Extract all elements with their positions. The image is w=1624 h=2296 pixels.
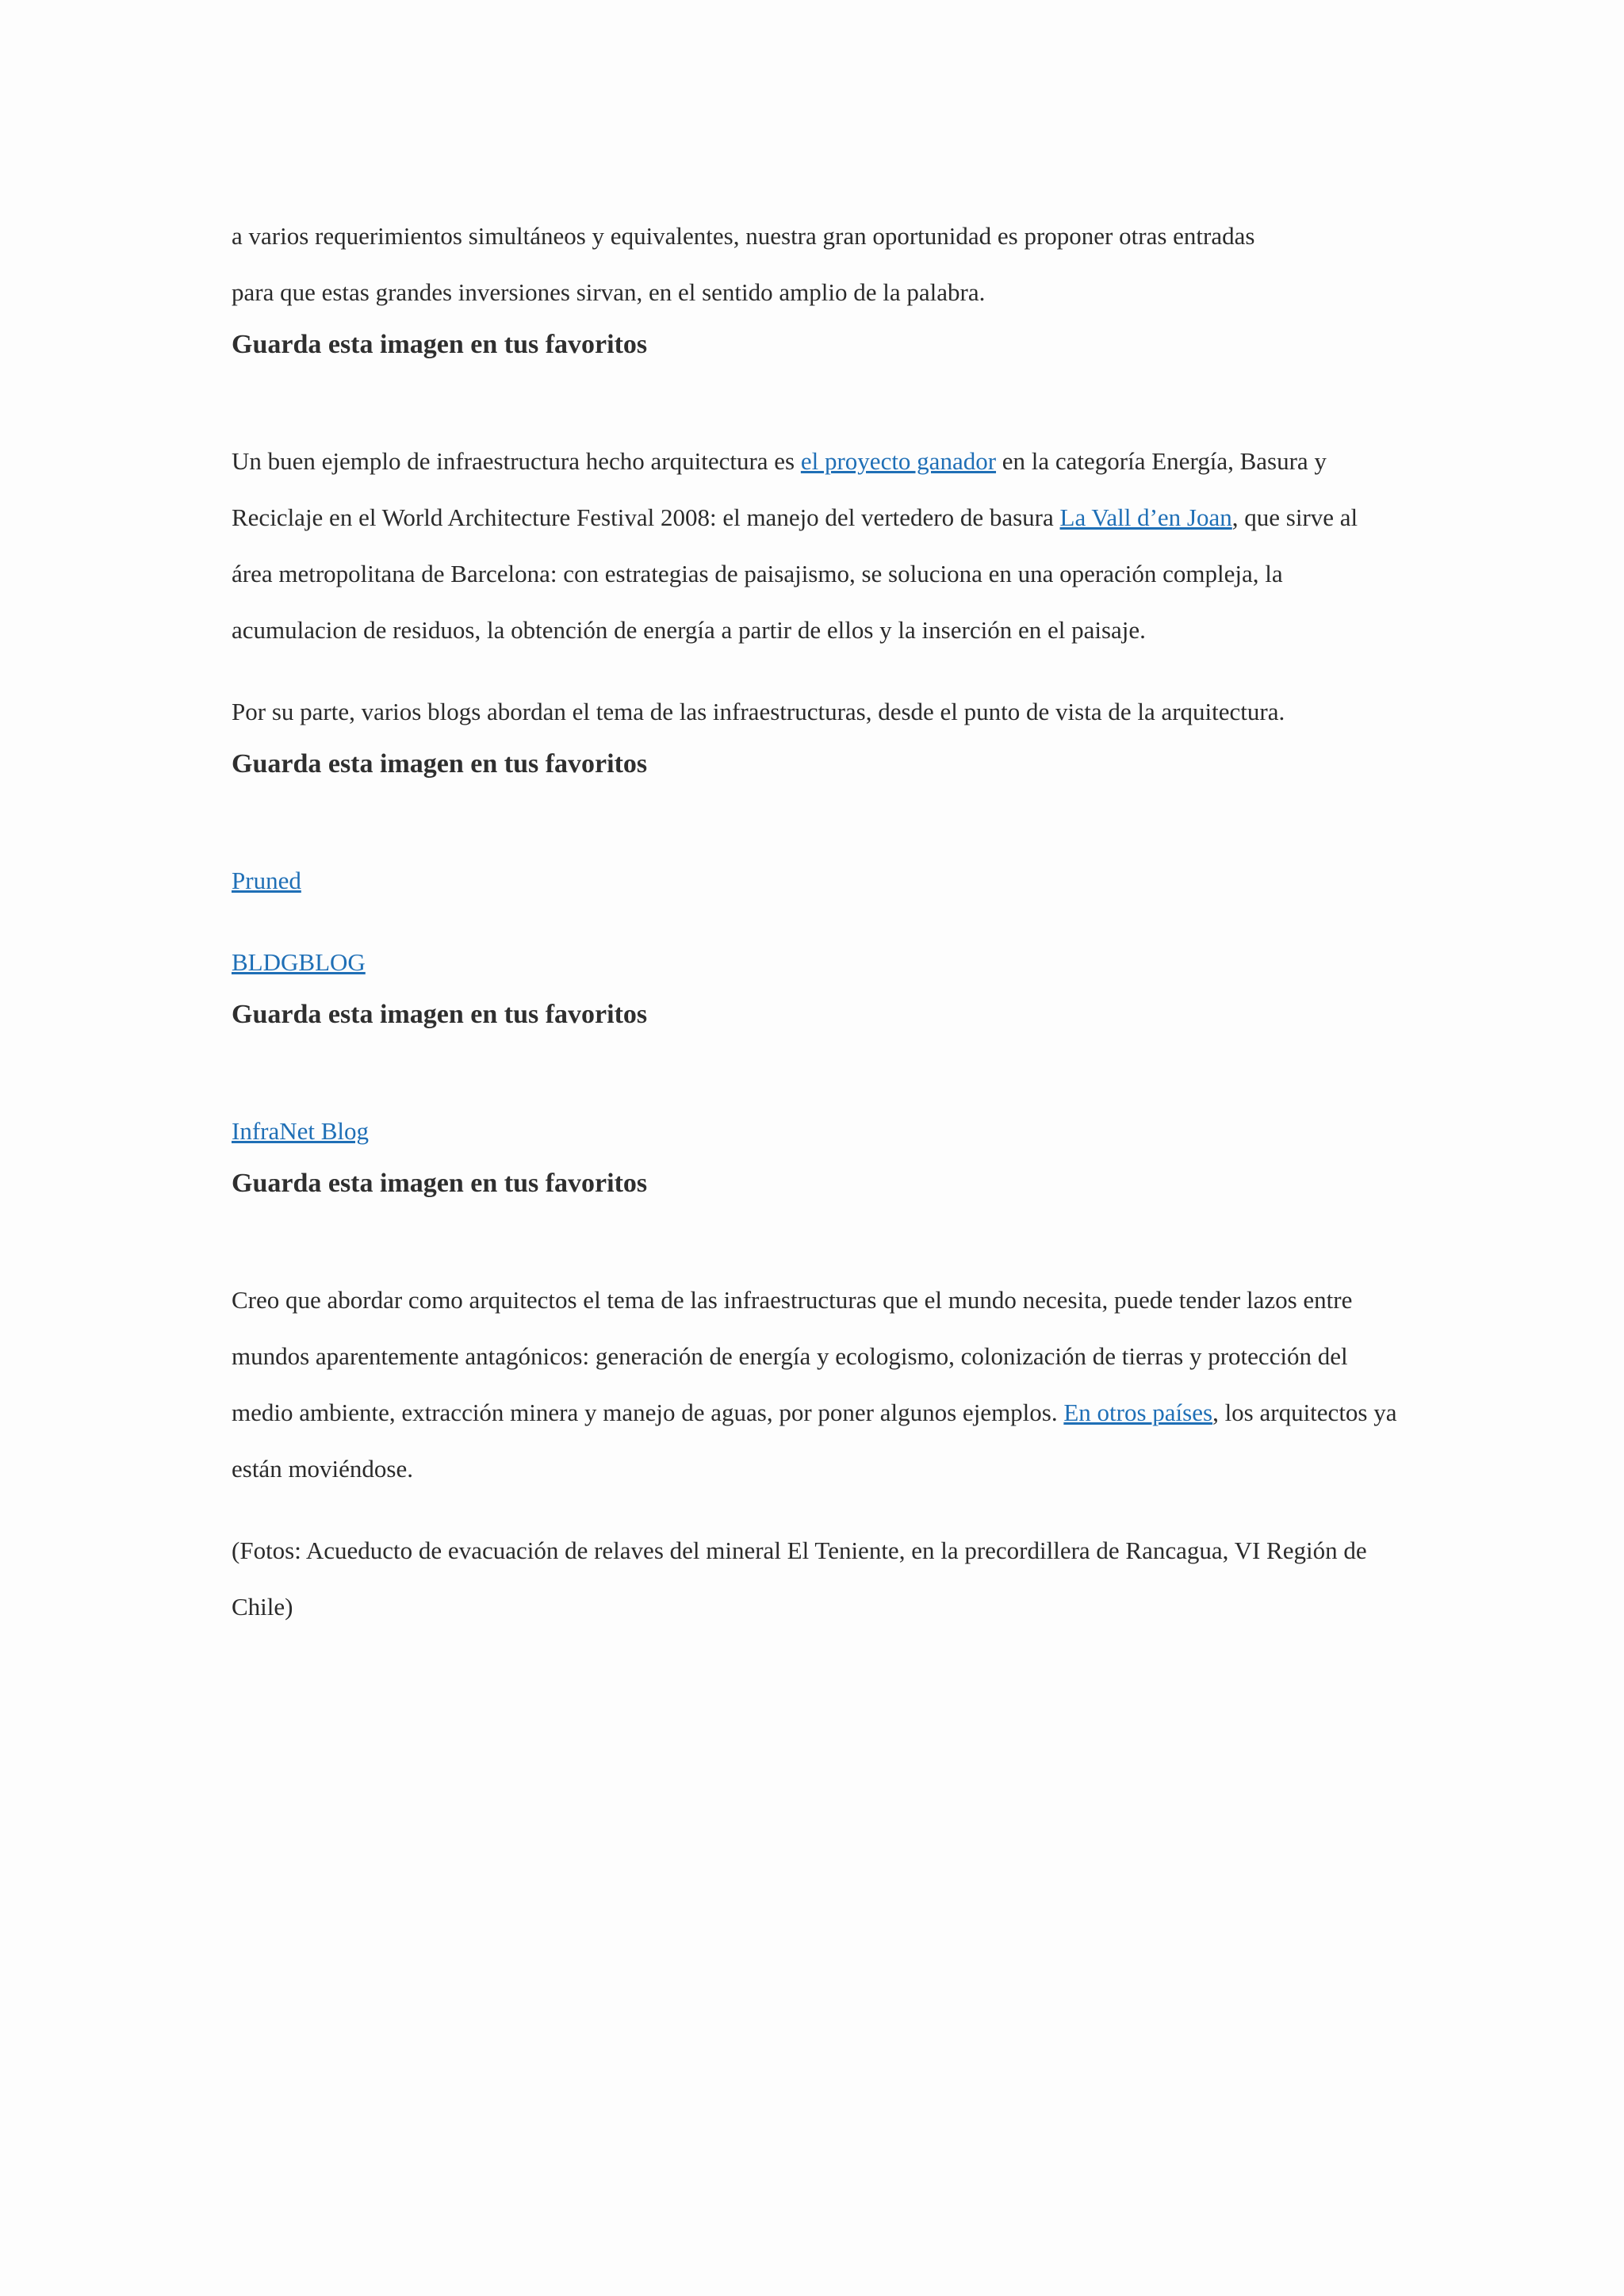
bldgblog-link-line [232,934,1397,990]
paragraph-example-text-c: , que sirve al área metropolitana de Barcelona: con estrategias de paisajismo, se soluciona en una operación compleja, la acumulacion de residuos, la obtención de energía a partir de ellos y la inserción en el paisaje. [232,503,1358,644]
image-placeholder-gap [232,789,1397,852]
save-image-heading: Guarda esta imagen en tus favoritos [232,1169,648,1198]
paragraph-blogs: Por su parte, varios blogs abordan el tema de las infraestructuras, desde el punto de vista de la arquitectura. [232,698,1285,725]
bldgblog-link[interactable]: BLDGBLOG [232,948,366,976]
article-body [232,208,1397,1635]
paragraph-intro-line1: a varios requerimientos simultáneos y equivalentes, nuestra gran oportunidad es proponer otras entradas [232,222,1255,250]
image-placeholder-gap [232,369,1397,433]
pruned-link-line [232,852,1397,909]
save-image-heading: Guarda esta imagen en tus favoritos [232,749,648,779]
infranet-blog-link[interactable]: InfraNet Blog [232,1117,370,1145]
save-image-heading: Guarda esta imagen en tus favoritos [232,1000,648,1029]
paragraph-conclusion [232,1272,1397,1497]
winning-project-link[interactable]: el proyecto ganador [800,447,997,475]
image-placeholder-gap [232,1039,1397,1103]
paragraph-intro-line2: para que estas grandes inversiones sirvan, en el sentido amplio de la palabra. [232,278,986,306]
paragraph-example [232,433,1397,658]
paragraph-intro [232,208,1397,320]
infranet-link-line [232,1103,1397,1159]
photo-caption: (Fotos: Acueducto de evacuación de relaves del mineral El Teniente, en la precordillera de Rancagua, VI Región de Chile) [232,1536,1367,1621]
paragraph-example-text-b: en la categoría Energía, Basura y Reciclaje en el World Architecture Festival 2008: el manejo del vertedero de basura [232,447,1327,531]
paragraph-example-text-a: Un buen ejemplo de infraestructura hecho arquitectura es [232,447,801,475]
pruned-link[interactable]: Pruned [232,867,301,894]
other-countries-link[interactable]: En otros países [1063,1399,1213,1426]
paragraph-conclusion-text-b: , los arquitectos ya están moviéndose. [232,1399,1397,1483]
paragraph-gap [232,909,1397,934]
save-image-heading: Guarda esta imagen en tus favoritos [232,330,648,359]
paragraph-gap [232,1497,1397,1522]
paragraph-conclusion-text-a: Creo que abordar como arquitectos el tema de las infraestructuras que el mundo necesita, puede tender lazos entre mundos aparentemente antagónicos: generación de energía y ecologismo, colonización de tierras y protección del medio ambiente, extracción minera y manejo de aguas, por poner algunos ejemplos. [232,1286,1353,1426]
image-placeholder-gap [232,1208,1397,1272]
la-vall-den-joan-link[interactable]: La Vall d’en Joan [1059,503,1232,531]
paragraph-gap [232,658,1397,683]
